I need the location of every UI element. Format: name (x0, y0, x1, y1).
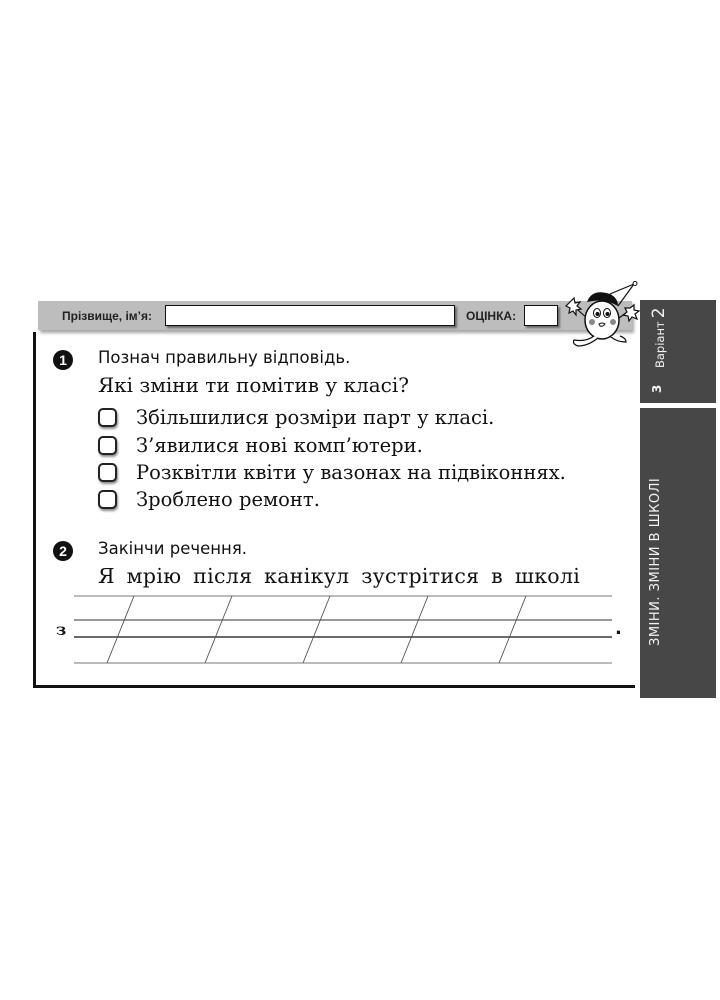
variant-label (649, 307, 669, 368)
checkbox[interactable] (98, 490, 117, 509)
answer-line-prefix: з (56, 620, 67, 639)
task-2-number-badge: 2 (53, 541, 73, 561)
grade-field[interactable] (524, 305, 558, 326)
task-1-question: Які зміни ти помітив у класі? (98, 373, 409, 397)
task-1-option-1[interactable] (98, 406, 494, 429)
handwriting-answer-area[interactable] (70, 590, 615, 670)
option-label: Зроблено ремонт. (136, 488, 320, 511)
mascot-character-icon (560, 280, 642, 352)
task-1-number-badge: 1 (53, 350, 73, 370)
option-label: Розквітли квіти у вазонах на підвіконнях. (136, 461, 566, 484)
topic-title: ЗМІНИ. ЗМІНИ В ШКОЛІ (648, 477, 663, 646)
option-label: З’явилися нові комп’ютери. (136, 434, 423, 457)
answer-line-suffix: . (615, 618, 622, 639)
task-2-sentence-start: Я мрію після канікул зустрітися в школі (98, 564, 581, 588)
frame-left-border (33, 332, 36, 688)
task-1-instruction: Познач правильну відповідь. (98, 348, 351, 367)
task-2-instruction: Закінчи речення. (98, 539, 248, 558)
student-name-field[interactable] (165, 305, 455, 326)
lesson-number: 3 (650, 384, 664, 393)
checkbox[interactable] (98, 436, 117, 455)
grade-label: ОЦІНКА: (466, 309, 517, 323)
frame-bottom-border (33, 685, 635, 688)
task-1-option-2[interactable] (98, 434, 423, 457)
option-label: Збільшилися розміри парт у класі. (136, 406, 495, 429)
variant-number: 2 (649, 307, 669, 319)
variant-text: Варіант (653, 321, 667, 368)
name-label: Прізвище, ім’я: (62, 309, 153, 323)
task-1-option-3[interactable] (98, 461, 566, 484)
checkbox[interactable] (98, 463, 117, 482)
task-1-option-4[interactable] (98, 488, 320, 511)
checkbox[interactable] (98, 408, 117, 427)
